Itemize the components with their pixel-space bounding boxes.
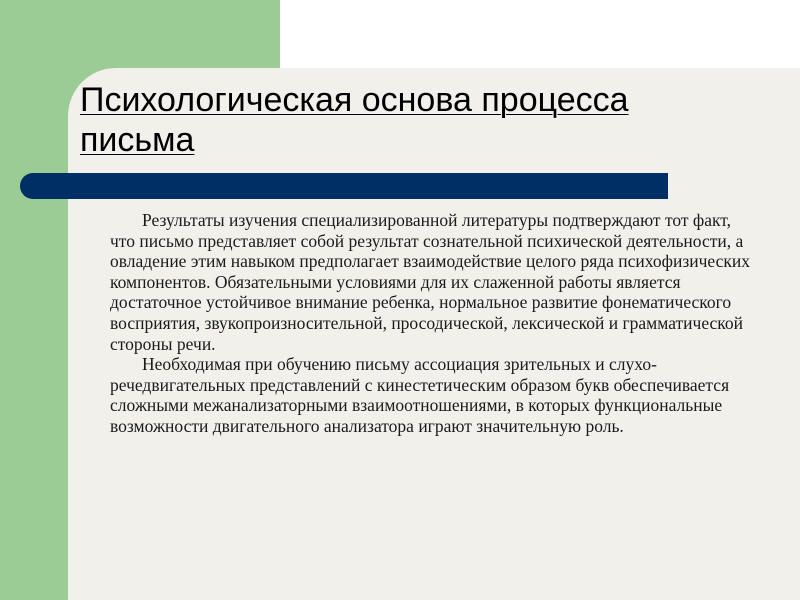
- title-underline-bar: [20, 173, 668, 199]
- paragraph-1: Результаты изучения специализированной литературы подтверждают тот факт, что письмо представляет собой результат сознательной психической деятельности, а овладение этим навыком предполагает взаимодействие целого ряда психофизических компонентов. Обязательными условиями для их слаженной работы является достаточное устойчивое внимание ребенка, нормальное развитие фонематического восприятия, звукопроизносительной, просодической, лексической и грамматической стороны речи.: [110, 210, 750, 354]
- paragraph-2: Необходимая при обучению письму ассоциация зрительных и слухо-речедвигательных представлений с кинестетическим образом букв обеспечивается сложными межанализаторными взаимоотношениями, в которых функциональные возможности двигательного анализатора играют значительную роль.: [110, 354, 730, 436]
- slide-title: Психологическая основа процесса письма: [80, 81, 629, 159]
- body-text: [110, 210, 750, 437]
